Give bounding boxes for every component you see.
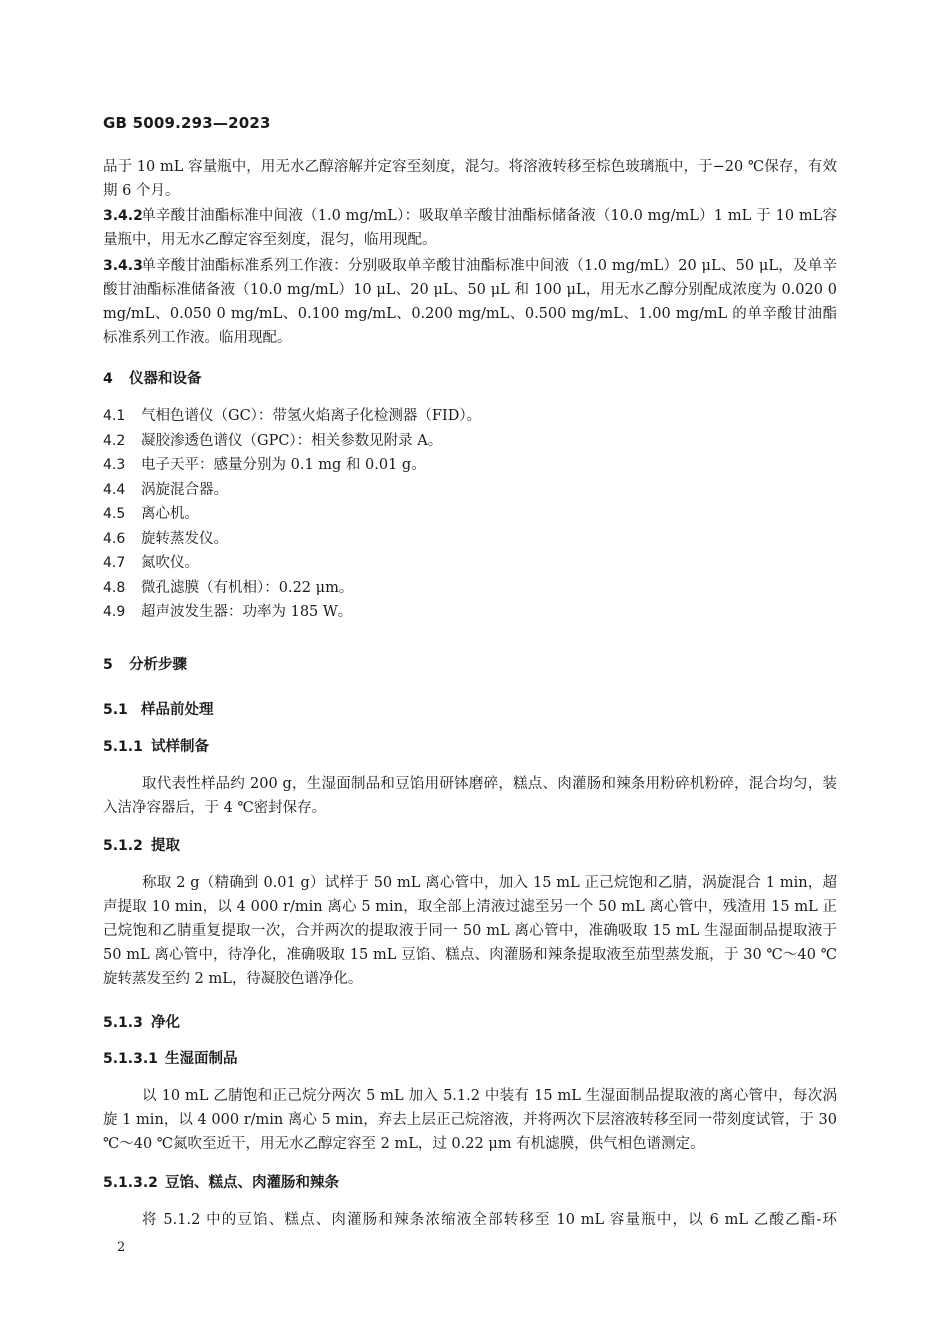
subsection-5-1-3-heading: [103, 1011, 837, 1035]
list-item: [103, 527, 837, 552]
item-number: 4.3: [103, 457, 126, 473]
subsection-title: 样品前处理: [141, 702, 214, 718]
subsection-5-1-3-2-heading: [103, 1171, 837, 1195]
item-number: 4.8: [103, 579, 126, 596]
subsection-5-1-3-1-heading: [103, 1047, 837, 1071]
list-item: [103, 453, 837, 478]
item-text: 超声波发生器：功率为 185 W。: [141, 604, 353, 620]
section-title: 分析步骤: [129, 657, 187, 673]
section-title: 仪器和设备: [129, 371, 202, 387]
paragraph-wet-noodle-cleanup: [103, 1084, 837, 1156]
item-text: 离心机。: [141, 506, 199, 522]
subsection-number: 5.1.3.2: [103, 1175, 158, 1191]
paragraph-text: 取代表性样品约 200 g，生湿面制品和豆馅用研钵磨碎，糕点、肉灌肠和辣条用粉碎机粉碎，混合均匀，装入洁净容器后，于 4 ℃密封保存。: [103, 776, 837, 816]
subsection-5-1-1-heading: [103, 735, 837, 759]
section-4-heading: [103, 367, 837, 391]
clause-3-4-2: [103, 204, 837, 252]
item-text: 凝胶渗透色谱仪（GPC）：相关参数见附录 A。: [141, 432, 443, 449]
list-item: [103, 404, 837, 429]
subsection-title: 净化: [151, 1015, 180, 1031]
clause-text: 单辛酸甘油酯标准中间液（1.0 mg/mL）：吸取单辛酸甘油酯标储备液（10.0 mg/mL）1 mL 于 10 mL容量瓶中，用无水乙醇定容至刻度，混匀，临用现配。: [103, 208, 837, 248]
clause-text: 单辛酸甘油酯标准系列工作液：分别吸取单辛酸甘油酯标准中间液（1.0 mg/mL）20 μL、50 μL，及单辛酸甘油酯标准储备液（10.0 mg/mL）10 μL、20 μL、50 μL 和 100 μL，用无水乙醇分别配成浓度为 0.020 0 mg/mL、0.050 0 mg/mL、0.100 mg/mL、0.200 mg/mL、0.500 mg/mL、1.00 mg/mL 的单辛酸甘油酯标准系列工作液。临用现配。: [103, 258, 837, 346]
section-5-heading: [103, 653, 837, 677]
paragraph-sample-preparation: [103, 772, 837, 820]
paragraph-text: 品于 10 mL 容量瓶中，用无水乙醇溶解并定容至刻度，混匀。将溶液转移至棕色玻璃瓶中，于−20 ℃保存，有效期 6 个月。: [103, 159, 837, 199]
subsection-title: 生湿面制品: [165, 1051, 238, 1067]
item-number: 4.6: [103, 530, 126, 547]
subsection-title: 提取: [151, 838, 180, 854]
section-number: 5: [103, 657, 113, 673]
item-number: 4.5: [103, 506, 126, 522]
item-number: 4.7: [103, 555, 126, 571]
subsection-number: 5.1.3: [103, 1015, 143, 1031]
paragraph-continuation: [103, 155, 837, 203]
subsection-title: 豆馅、糕点、肉灌肠和辣条: [165, 1175, 339, 1191]
list-item: [103, 576, 837, 601]
clause-number: 3.4.2: [103, 208, 143, 224]
subsection-5-1-2-heading: [103, 834, 837, 858]
item-text: 旋转蒸发仪。: [141, 530, 228, 547]
paragraph-text: 将 5.1.2 中的豆馅、糕点、肉灌肠和辣条浓缩液全部转移至 10 mL 容量瓶中，以 6 mL 乙酸乙酯-环: [142, 1212, 837, 1228]
item-text: 氮吹仪。: [141, 555, 199, 571]
list-item: [103, 429, 837, 454]
section-number: 4: [103, 371, 113, 387]
item-number: 4.2: [103, 432, 126, 449]
paragraph-text: 称取 2 g（精确到 0.01 g）试样于 50 mL 离心管中，加入 15 mL 正己烷饱和乙腈，涡旋混合 1 min，超声提取 10 min，以 4 000 r/min 离心 5 min，取全部上清液过滤至另一个 50 mL 离心管中，残渣用 15 mL 正己烷饱和乙腈重复提取一次，合并两次的提取液于同一 50 mL 离心管中，准确吸取 15 mL 生湿面制品提取液于 50 mL 离心管中，待净化，准确吸取 15 mL 豆馅、糕点、肉灌肠和辣条提取液至茄型蒸发瓶，于 30 ℃～40 ℃旋转蒸发至约 2 mL，待凝胶色谱净化。: [103, 875, 837, 987]
subsection-5-1-heading: [103, 698, 837, 722]
standard-number-header: GB 5009.293—2023: [103, 114, 271, 132]
subsection-number: 5.1.2: [103, 838, 143, 854]
item-number: 4.4: [103, 481, 126, 498]
page-number: 2: [117, 1240, 126, 1255]
subsection-title: 试样制备: [151, 739, 209, 755]
equipment-list: [103, 404, 837, 625]
list-item: [103, 551, 837, 576]
item-text: 涡旋混合器。: [141, 481, 228, 498]
subsection-number: 5.1.3.1: [103, 1051, 158, 1067]
clause-number: 3.4.3: [103, 258, 143, 274]
clause-3-4-3: [103, 254, 837, 350]
item-text: 电子天平：感量分别为 0.1 mg 和 0.01 g。: [141, 457, 426, 473]
paragraph-extraction: [103, 871, 837, 991]
item-number: 4.1: [103, 408, 126, 424]
list-item: [103, 600, 837, 625]
item-text: 微孔滤膜（有机相）：0.22 μm。: [141, 579, 354, 596]
paragraph-bean-paste-cleanup: [103, 1208, 837, 1232]
list-item: [103, 502, 837, 527]
item-text: 气相色谱仪（GC）：带氢火焰离子化检测器（FID）。: [141, 408, 482, 424]
list-item: [103, 478, 837, 503]
subsection-number: 5.1: [103, 702, 128, 718]
item-number: 4.9: [103, 604, 126, 620]
subsection-number: 5.1.1: [103, 739, 143, 755]
paragraph-text: 以 10 mL 乙腈饱和正己烷分两次 5 mL 加入 5.1.2 中装有 15 mL 生湿面制品提取液的离心管中，每次涡旋 1 min，以 4 000 r/min 离心 5 min，弃去上层正己烷溶液，并将两次下层溶液转移至同一带刻度试管，于 30 ℃～40 ℃氮吹至近干，用无水乙醇定容至 2 mL，过 0.22 μm 有机滤膜，供气相色谱测定。: [103, 1088, 837, 1152]
